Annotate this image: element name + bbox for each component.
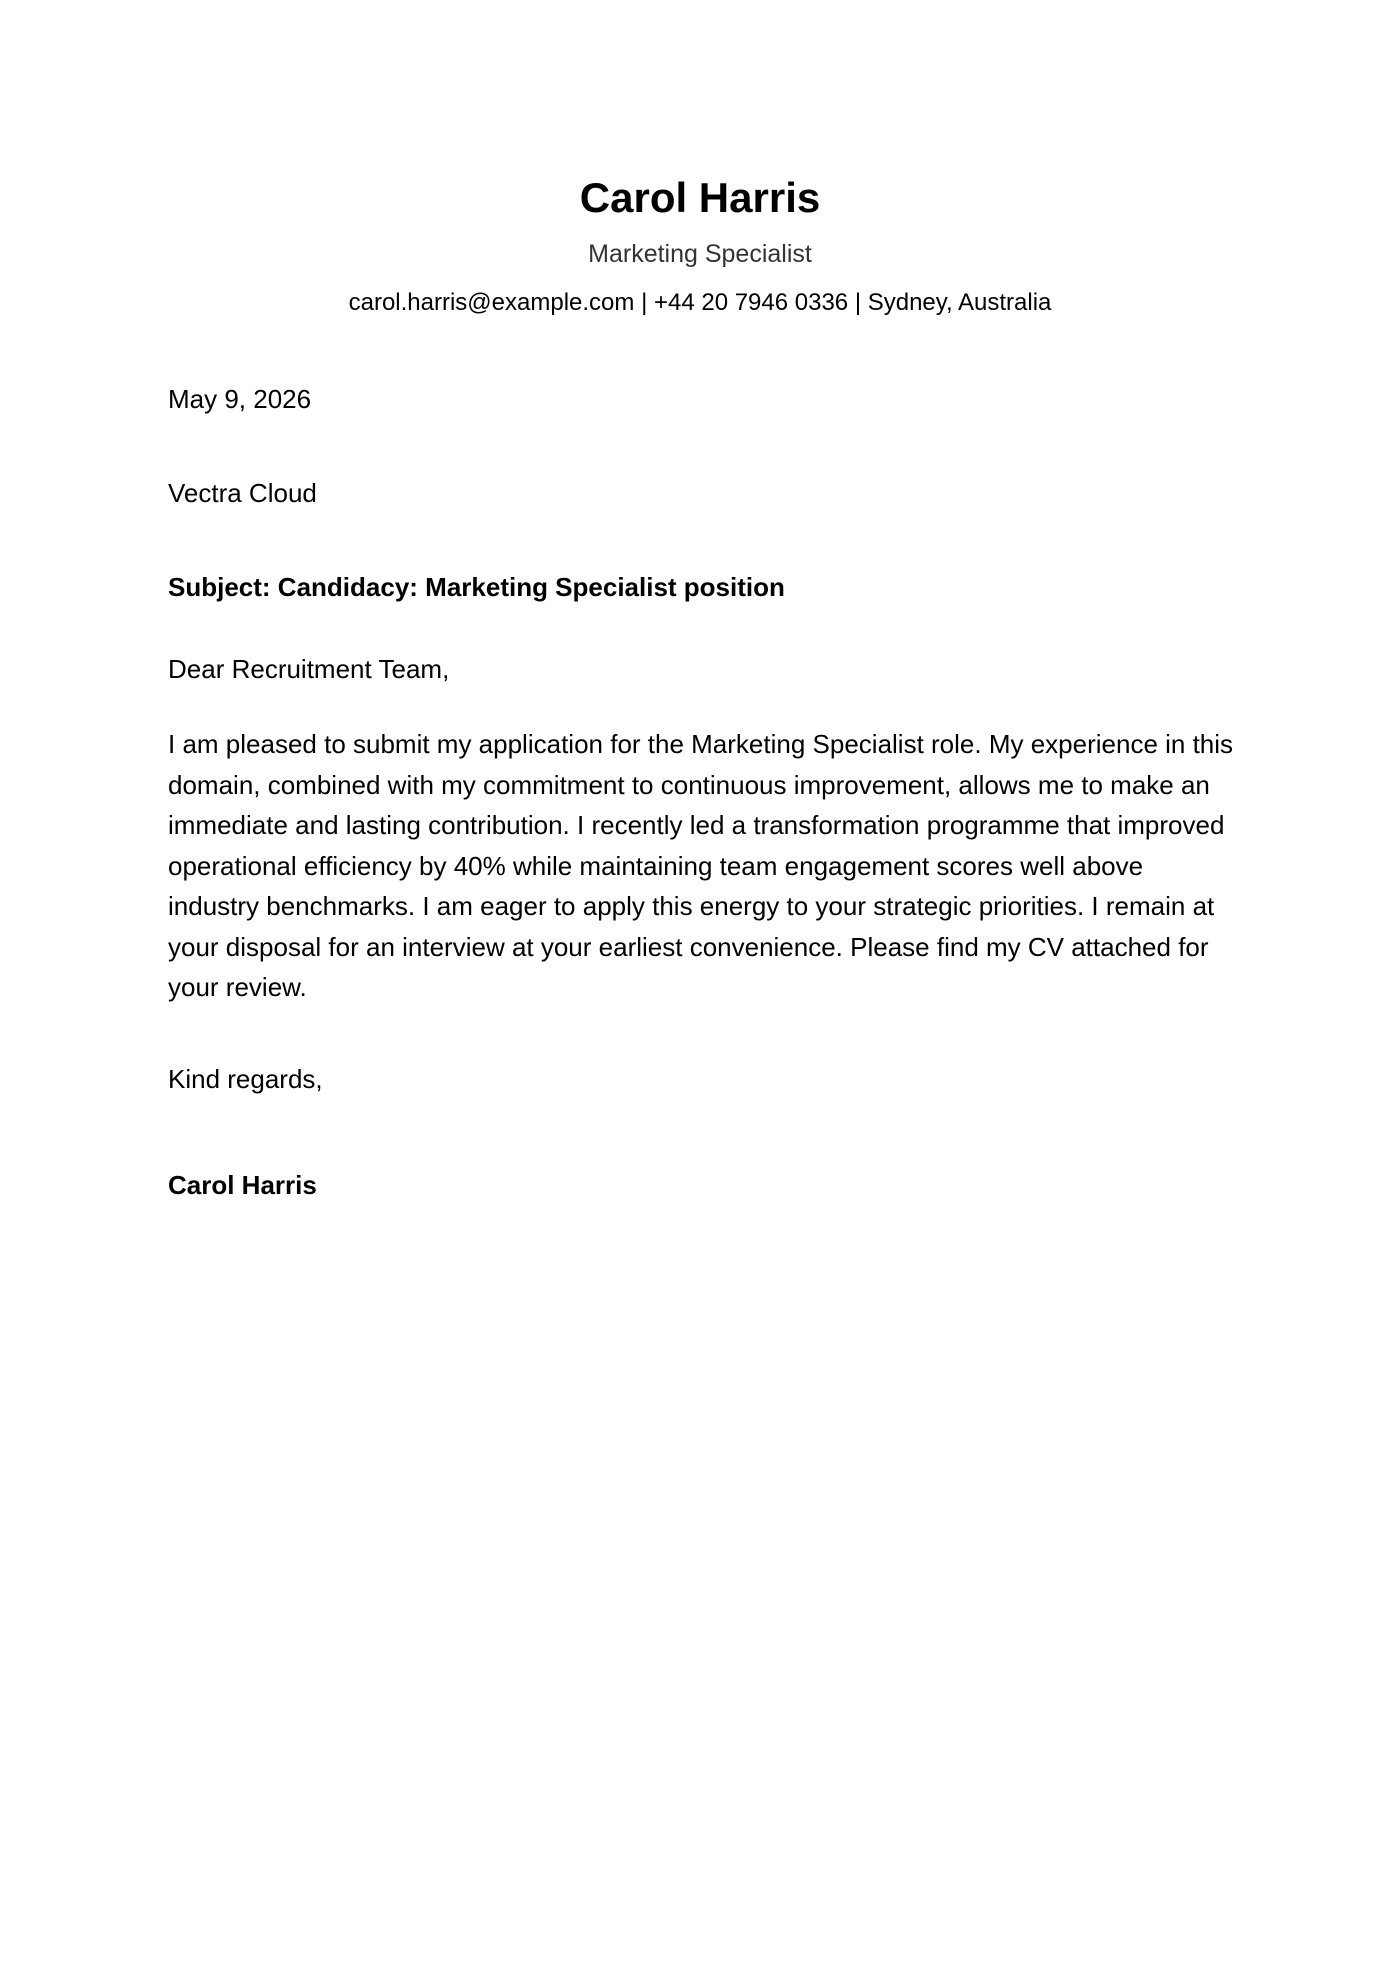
subject-line: Subject: Candidacy: Marketing Specialist position xyxy=(168,572,785,602)
applicant-name: Carol Harris xyxy=(579,174,821,221)
salutation: Dear Recruitment Team, xyxy=(168,654,450,684)
letter-date: May 9, 2026 xyxy=(168,384,312,414)
signature-name: Carol Harris xyxy=(168,1170,317,1200)
recipient-company: Vectra Cloud xyxy=(168,478,317,508)
contact-line: carol.harris@example.com | +44 20 7946 0336 | Sydney, Australia xyxy=(348,289,1052,316)
body-paragraph: I am pleased to submit my application for the Marketing Specialist role. My experience in this domain, combined with my commitment to continuous improvement, allows me to make an immediate and lasting contribution. I recently led a transformation programme that improved operational efficiency by 40% while maintaining team engagement scores well above industry benchmarks. I am eager to apply this energy to your strategic priorities. I remain at your disposal for an interview at your earliest convenience. Please find my CV attached for your review. xyxy=(168,729,1234,1002)
closing: Kind regards, xyxy=(168,1064,323,1094)
applicant-title: Marketing Specialist xyxy=(588,240,812,268)
